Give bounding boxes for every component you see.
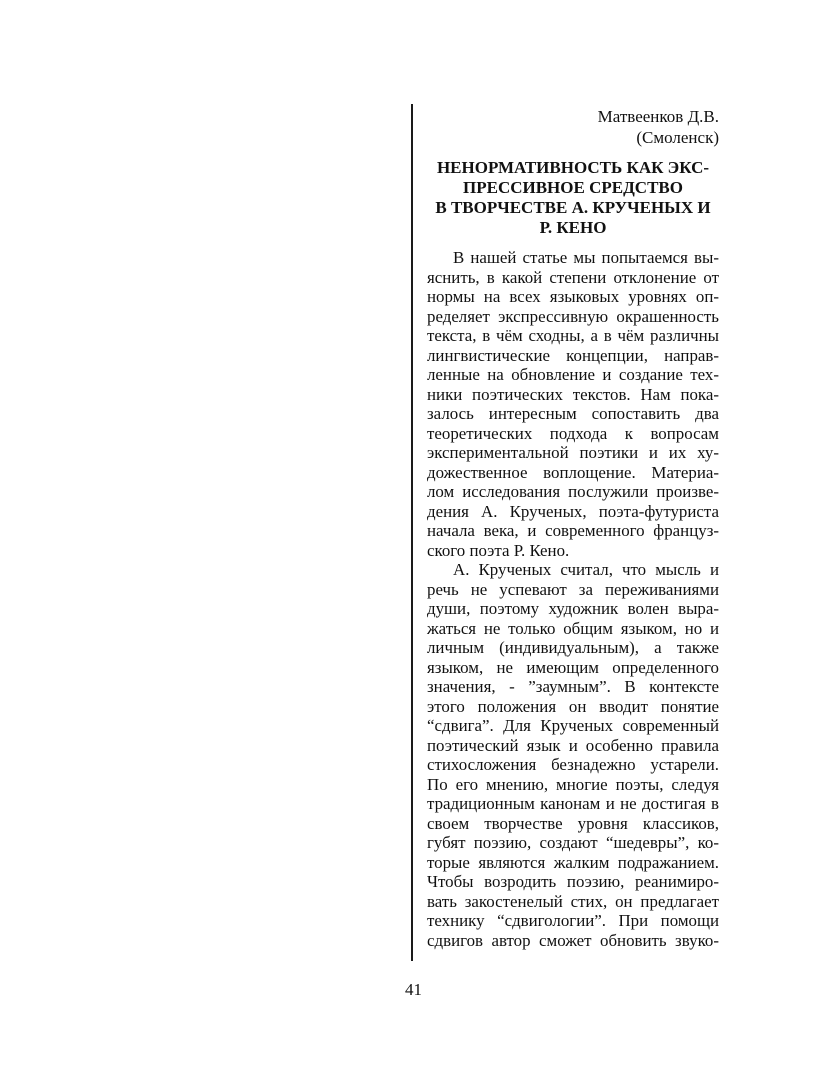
text-line: языком, не имеющим определенного <box>427 657 719 677</box>
text-line: ники поэтических текстов. Нам пока- <box>427 384 719 404</box>
text-line: “сдвига”. Для Крученых современный <box>427 716 719 735</box>
text-line: торые являются жалким подражанием. <box>427 852 719 872</box>
text-line: дения А. Крученых, поэта-футуриста <box>427 501 719 521</box>
title-line: Р. КЕНО <box>539 218 607 237</box>
text-line: лингвистические концепции, направ- <box>427 345 719 365</box>
text-line: По его мнению, многие поэты, следуя <box>427 774 719 794</box>
text-line: залось интересным сопоставить два <box>427 404 719 423</box>
title-line: ПРЕССИВНОЕ СРЕДСТВО <box>463 178 683 197</box>
text-line: речь не успевают за переживаниями <box>427 579 719 599</box>
text-line: ределяет экспрессивную окрашенность <box>427 306 719 326</box>
text-line: технику “сдвигологии”. При помощи <box>427 911 719 930</box>
text-line: своем творчестве уровня классиков, <box>427 813 719 833</box>
vertical-margin-rule <box>411 104 413 961</box>
text-line: экспериментальной поэтики и их ху- <box>427 443 719 462</box>
text-line: значения, - ”заумным”. В контексте <box>427 677 719 696</box>
text-line: лом исследования послужили произве- <box>427 482 719 501</box>
text-line: начала века, и современного француз- <box>427 521 719 540</box>
text-line: ского поэта Р. Кено. <box>427 540 570 560</box>
title-line: НЕНОРМАТИВНОСТЬ КАК ЭКС- <box>436 158 710 177</box>
text-line: этого положения он вводит понятие <box>427 696 719 716</box>
text-line: жаться не только общим языком, но и <box>427 618 719 638</box>
text-line: губят поэзию, создают “шедевры”, ко- <box>427 833 719 852</box>
author-name: Матвеенков Д.В. <box>597 107 719 126</box>
title-line: В ТВОРЧЕСТВЕ А. КРУЧЕНЫХ И <box>435 198 711 217</box>
text-line: нормы на всех языковых уровнях оп- <box>427 287 719 306</box>
text-line: А. Крученых считал, что мысль и <box>453 560 719 579</box>
paragraph-1 <box>427 248 719 560</box>
paragraph-2 <box>427 560 719 950</box>
text-line: души, поэтому художник волен выра- <box>427 599 719 618</box>
text-line: традиционным канонам и не достигая в <box>427 794 719 813</box>
text-line: дожественное воплощение. Материа- <box>427 462 719 482</box>
author-block <box>427 106 719 148</box>
text-line: вать закостенелый стих, он предлагает <box>427 891 719 911</box>
text-line: сдвигов автор сможет обновить звуко- <box>427 930 719 950</box>
text-line: Чтобы возродить поэзию, реанимиро- <box>427 872 719 891</box>
text-column <box>427 106 719 950</box>
text-line: стихосложения безнадежно устарели. <box>427 755 719 774</box>
article-title <box>427 158 719 238</box>
text-line: теоретических подхода к вопросам <box>427 423 719 443</box>
text-line: личным (индивидуальным), а также <box>427 638 719 657</box>
author-city: (Смоленск) <box>636 128 719 147</box>
text-line: яснить, в какой степени отклонение от <box>427 267 719 287</box>
text-line: ленные на обновление и создание тех- <box>427 365 719 384</box>
page-number: 41 <box>405 980 422 999</box>
text-line: текста, в чём сходны, а в чём различны <box>427 326 719 345</box>
text-line: поэтический язык и особенно правила <box>427 735 719 755</box>
text-line: В нашей статье мы попытаемся вы- <box>453 248 719 267</box>
